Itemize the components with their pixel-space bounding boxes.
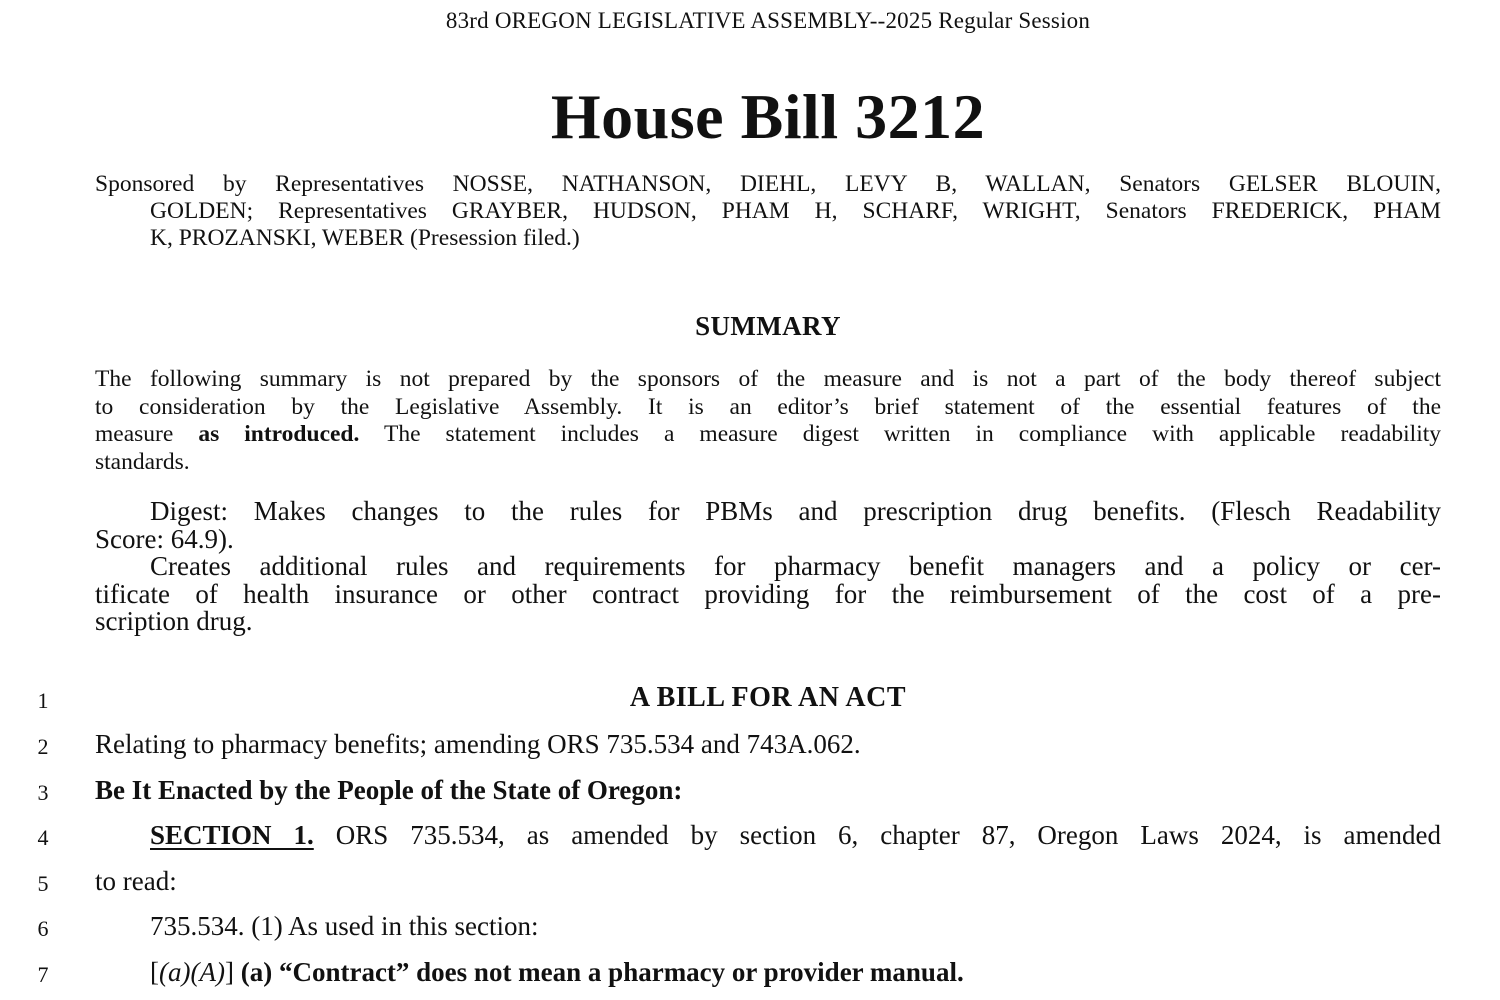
digest-line-3: Creates additional rules and requirements for pharmacy benefit managers and a policy or cer- [150, 551, 1441, 581]
line-number: 4 [37, 825, 49, 850]
line-number: 3 [37, 780, 49, 805]
section-label: SECTION 1. [150, 820, 314, 850]
line-number: 5 [37, 871, 49, 896]
digest-line-2: Score: 64.9). [95, 523, 234, 554]
summary-line-2: to consideration by the Legislative Assembly. It is an editor’s brief statement of the essential features of the [95, 393, 1441, 420]
contract-definition-line [95, 957, 1496, 988]
summary-line-3-pre: measure [95, 421, 174, 447]
section-text: ORS 735.534, as amended by section 6, chapter 87, Oregon Laws 2024, is amended [335, 820, 1441, 850]
line-number: 7 [37, 962, 49, 987]
deleted-text: (a)(A) [159, 957, 225, 987]
digest-line-1: Digest: Makes changes to the rules for PBMs and prescription drug benefits. (Flesch Readability [150, 496, 1441, 526]
line-number: 1 [37, 688, 49, 713]
section-1-line [95, 820, 1441, 851]
enacting-clause [95, 775, 1441, 806]
digest-line-4: tificate of health insurance or other contract providing for the reimbursement of the cost of a pre- [95, 578, 1441, 609]
digest-line-5: scription drug. [95, 606, 253, 636]
relating-clause: Relating to pharmacy benefits; amending ORS 735.534 and 743A.062. [95, 729, 861, 759]
contract-definition-text: (a) “Contract” does not mean a pharmacy or provider manual. [240, 957, 964, 987]
sponsors-block [95, 171, 1441, 252]
summary-line-1: The following summary is not prepared by the sponsors of the measure and is not a part of the body thereof subject [95, 366, 1441, 392]
bracket-close: ] [224, 957, 234, 987]
bill-title: House Bill 3212 [550, 81, 986, 152]
subsection-line: 735.534. (1) As used in this section: [150, 911, 539, 941]
line-number: 6 [37, 916, 49, 941]
summary-heading: SUMMARY [695, 311, 841, 341]
summary-line-4: standards. [95, 448, 190, 475]
sponsors-line-1: Sponsored by Representatives NOSSE, NATHANSON, DIEHL, LEVY B, WALLAN, Senators GELSER BLOUIN, [95, 171, 1441, 197]
sponsors-line-3: K, PROZANSKI, WEBER (Presession filed.) [150, 225, 580, 251]
enacting-clause-text: Be It Enacted by the People of the State of Oregon: [95, 775, 683, 805]
summary-line-3 [95, 421, 1441, 449]
as-introduced-text: as introduced. [198, 421, 360, 447]
summary-paragraph [95, 366, 1441, 476]
line-number: 2 [37, 734, 49, 759]
summary-line-3-post: The statement includes a measure digest written in compliance with applicable readability [383, 421, 1441, 447]
digest-block [95, 498, 1441, 636]
session-header: 83rd OREGON LEGISLATIVE ASSEMBLY--2025 Regular Session [445, 8, 1091, 33]
bracket-open: [ [150, 957, 159, 987]
to-read-line: to read: [95, 866, 177, 896]
sponsors-line-2: GOLDEN; Representatives GRAYBER, HUDSON, PHAM H, SCHARF, WRIGHT, Senators FREDERICK, PHAM [150, 198, 1441, 224]
act-title: A BILL FOR AN ACT [629, 682, 907, 713]
